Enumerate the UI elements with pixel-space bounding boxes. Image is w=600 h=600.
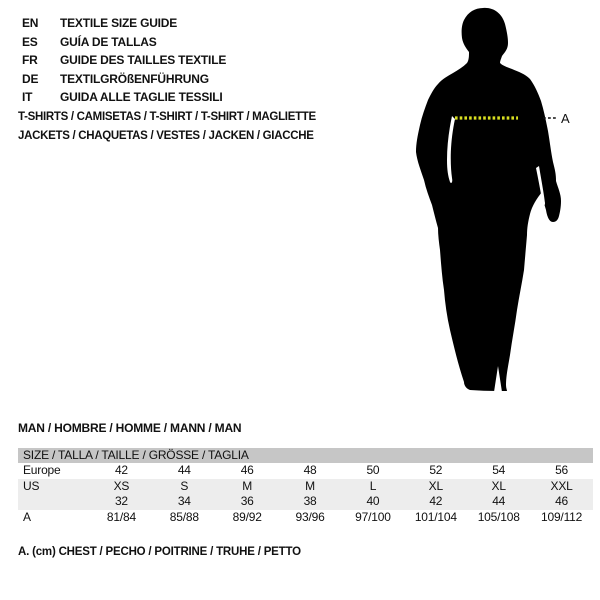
man-silhouette-figure [398,2,578,398]
table-row-us-numbers [18,494,593,510]
row-label: Europe [23,463,61,477]
size-value: 44 [177,463,191,477]
size-table-header: SIZE / TALLA / TAILLE / GRÖSSE / TAGLIA [18,448,593,463]
section-title-man: MAN / HOMBRE / HOMME / MANN / MAN [18,421,242,435]
language-label: GUÍA DE TALLAS [60,34,157,49]
size-value: 101/104 [414,509,457,524]
row-label: US [23,478,40,493]
size-value: M [305,478,315,493]
size-value: 81/84 [106,509,136,524]
language-code: DE [22,71,39,86]
size-value: XL [491,478,506,493]
measurement-footnote: A. (cm) CHEST / PECHO / POITRINE / TRUHE / PETTO [18,546,301,558]
language-row [22,33,226,52]
size-value: 46 [240,463,254,477]
size-value: 38 [303,494,317,508]
size-value: 89/92 [232,509,262,524]
size-value: 36 [240,494,254,508]
size-value: 54 [492,463,506,477]
size-value: 34 [177,494,191,508]
language-code: FR [22,53,38,67]
language-row [22,70,226,89]
size-value: 44 [492,494,506,508]
size-value: 50 [366,463,380,477]
size-table [18,448,593,525]
size-value: 42 [429,494,443,508]
language-list [22,14,226,107]
size-value: 56 [555,463,569,477]
language-row [22,14,226,33]
chest-marker-label: A [561,111,570,126]
size-value: 105/108 [477,509,520,524]
garment-line-tshirts: T-SHIRTS / CAMISETAS / T-SHIRT / T-SHIRT / MAGLIETTE [18,111,316,123]
size-value: 32 [114,494,128,508]
language-label: TEXTILGRÖßENFÜHRUNG [60,71,209,86]
size-value: 97/100 [355,509,391,524]
size-value: XL [428,478,443,493]
size-value: XS [113,478,130,493]
size-value: XXL [550,478,573,493]
table-row-europe [18,463,593,479]
size-value: M [242,478,253,493]
size-value: 46 [555,494,569,508]
size-value: S [180,478,189,493]
size-value: 42 [114,463,128,477]
size-value: 85/88 [169,509,199,524]
size-value: 93/96 [295,509,325,524]
language-row [22,51,226,70]
size-value: 52 [429,463,443,477]
size-value: 109/112 [541,509,583,524]
language-code: ES [22,34,38,49]
language-label: GUIDA ALLE TAGLIE TESSILI [60,90,223,104]
language-label: GUIDE DES TAILLES TEXTILE [60,53,227,67]
size-value: 48 [303,463,317,477]
language-code: IT [22,90,33,104]
man-silhouette [416,8,561,391]
language-row [22,88,226,107]
language-label: TEXTILE SIZE GUIDE [60,16,178,30]
language-code: EN [22,16,39,30]
garment-categories [18,108,316,146]
table-row-chest-cm [18,510,593,526]
row-label: A [23,509,31,524]
size-value: L [369,478,377,493]
garment-line-jackets: JACKETS / CHAQUETAS / VESTES / JACKEN / GIACCHE [18,130,314,142]
table-row-us-letters [18,479,593,495]
size-value: 40 [366,494,380,508]
row-label [18,494,90,510]
